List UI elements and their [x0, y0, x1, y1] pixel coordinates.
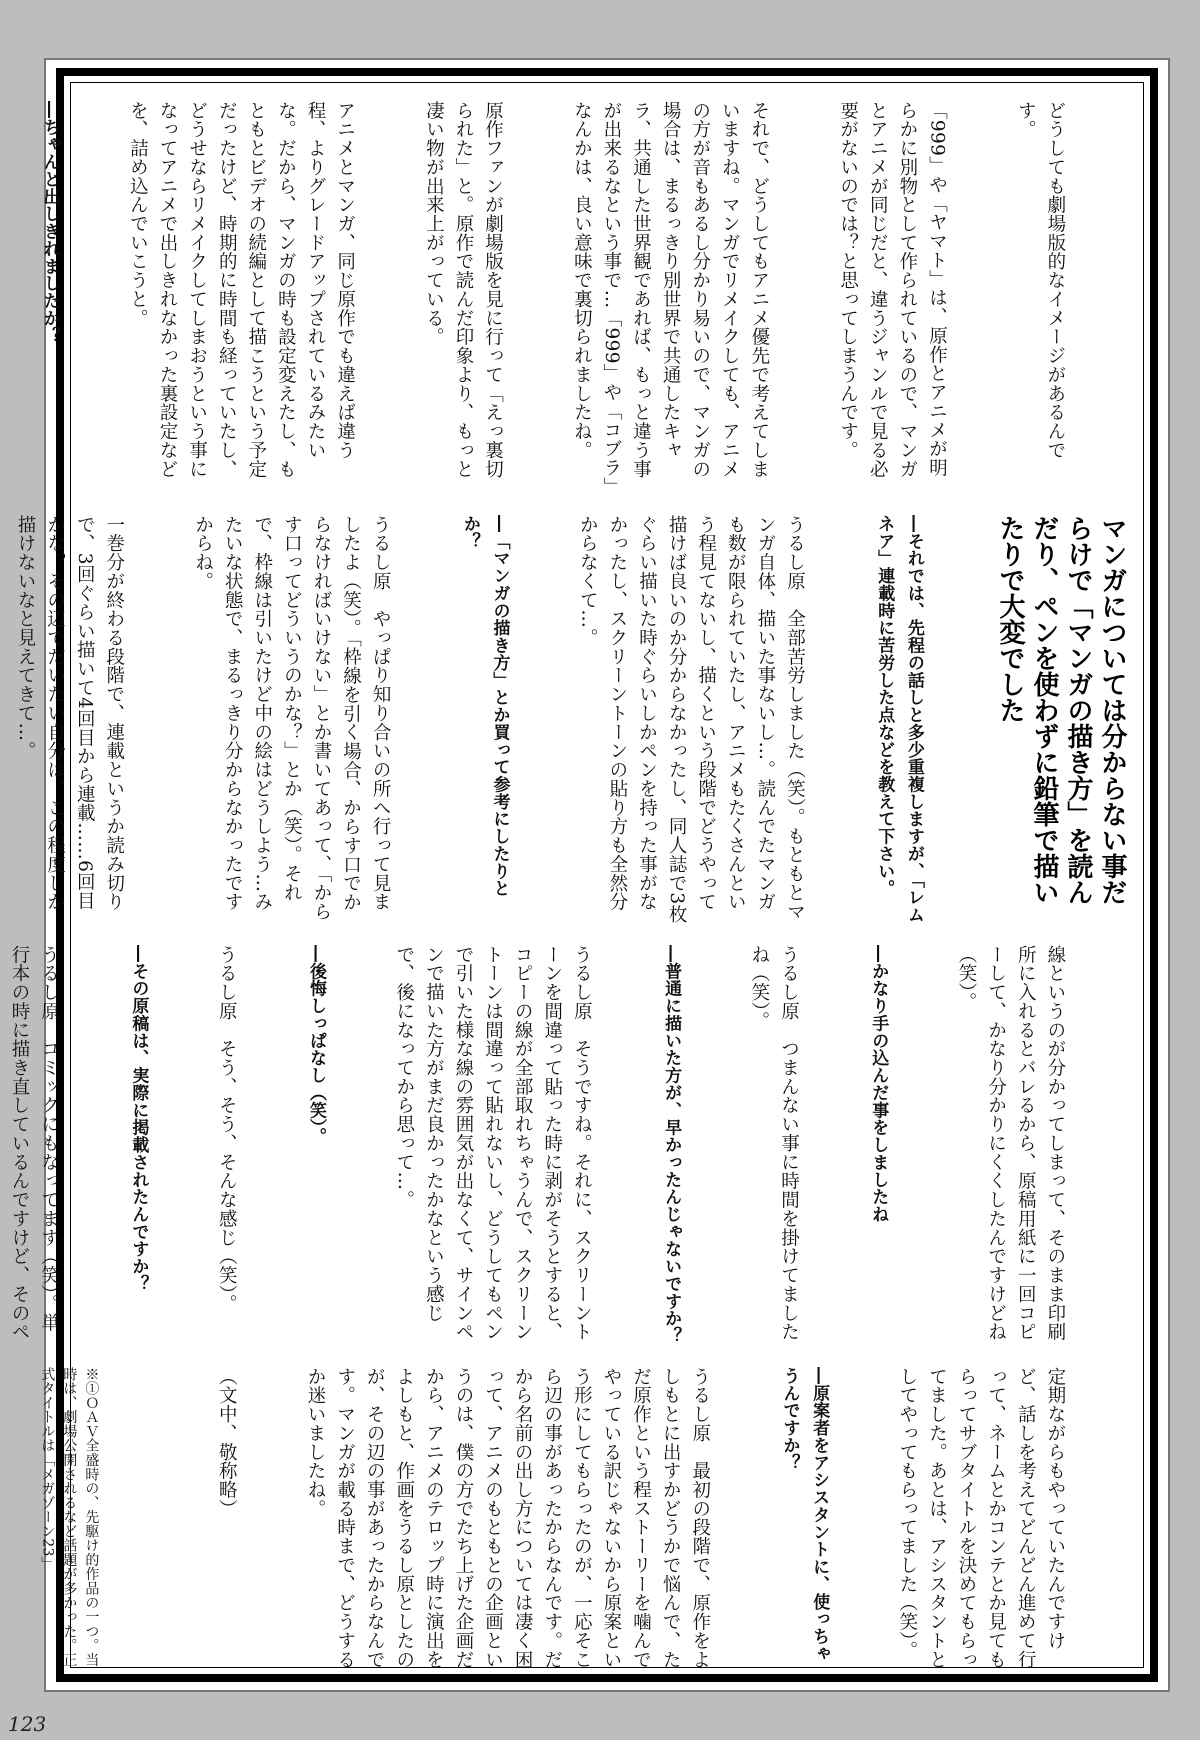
footnotes: [0, 1367, 146, 1673]
footnote: ※①ＯＡＶ全盛時の、先駆け的作品の一つ。当時は、劇場公開されるなど話題が多かった。正式タイトルは「メガゾーン23」: [39, 1367, 100, 1667]
paragraph: うるし原 全部苦労しました（笑）。もともとマンガ自体、描いた事ないし…。読んでたマンガも数が限られていたし、アニメもたくさんという程見てないし、描くという段階でどうやって描けば良いのか分からなかったし、同人誌で3枚ぐらい描いた時ぐらいしかペンを持った事がなかったし、スクリーントーンの貼り方も全然分からなくて…。: [577, 515, 806, 924]
interviewer-question: ―かなり手の込んだ事をしましたね: [868, 945, 889, 1223]
paragraph: うるし原 つまんない事に時間を掛けてましたね（笑）。: [748, 945, 800, 1342]
section-heading: マンガについては分からない事だらけで「マンガの描き方」を読んだり、ペンを使わずに鉛筆で描いたりで大変でした: [995, 515, 1127, 905]
paragraph: うるし原 そう、そう、そんな感じ（笑）。: [216, 945, 238, 1314]
author-note: （文中、敬称略）: [216, 1367, 238, 1518]
paragraph: 「999」や「ヤマト」は、原作とアニメが明らかに別物として作られているので、マンガとアニメが同じだと、違うジャンルで見る必要がないのでは？と思ってしまうんです。: [837, 101, 948, 479]
interview-column-3: [0, 945, 1129, 1349]
paragraph: どうしても劇場版的なイメージがあるんです。: [1015, 101, 1066, 460]
interviewer-question: ―「マンガの描き方」とか買って参考にしたりとか？: [459, 515, 510, 898]
paragraph: 線というのが分かってしまって、そのまま印刷所に入れるとバレるから、原稿用紙に一回コピーして、かなり分かりにくくしたんですけどね（笑）。: [956, 945, 1066, 1342]
interviewer-question: ―後悔しっぱなし（笑）。: [305, 945, 326, 1145]
paragraph: 定期ながらもやっていたんですけど、話しを考えてどんどん進めて行って、ネームとかコンテとか見てもらってサブタイトルを決めてもらってました。あとは、アシスタントとしてやってもらってました（笑）。: [896, 1367, 1066, 1669]
interviewer-question: ―普通に描いた方が、早かったんじゃないですか？: [661, 945, 682, 1345]
paragraph: うるし原 やっぱり知り合いの所へ行って見ましたよ（笑）。「枠線を引く場合、からす口でからなければいけない」とか書いてあって、「からす口ってどういうのかな？」とか（笑）。それで、枠線は引いたけど中の絵はどうしよう…みたいな状態で、まるっきり分からなかったですからね。: [192, 515, 392, 921]
interview-band-2: [15, 515, 1129, 925]
page-number: 123: [8, 1712, 47, 1736]
interview-band-4: [39, 1367, 1129, 1673]
paragraph: うるし原 コミックにもなってます（笑）。単行本の時に描き直しているんですけど、そのペ: [9, 945, 60, 1342]
paragraph: それで、どうしてもアニメ優先で考えてしまいますね。マンガでリメイクしても、アニメの方が音もあるし分かり易いので、マンガの場合は、まるっきり別世界で共通したキャラ、共通した世界観であれば、もっと違う事が出来るなという事で…「999」や「コブラ」なんかは、良い意味で裏切られましたね。: [571, 101, 770, 487]
page-border-frame: [9, 68, 1158, 1682]
paragraph: うるし原 そうですね。それに、スクリーントーンを間違って貼った時に剥がそうとすると、コピーの線が全部取れちゃうんで、スクリーントーンは間違って貼れないし、どうしてもペンで引いた様な線の雰囲気が出なくて、サインペンで描いた方がまだ良かったかなという感じで、後になってから思って…。: [393, 945, 593, 1342]
interview-column-2: [0, 515, 987, 925]
interview-band-3: [9, 945, 1129, 1349]
interviewer-question: ―ちゃんと出しきれましたか？: [39, 101, 60, 345]
paragraph: うるし原 最初の段階で、原作をよしもとに出すかどうかで悩んで、ただ原作という程ストーリーを噛んでやっている訳じゃないから原案という形にしてもらったのが、一応そこら辺の事があったからなんです。だから名前の出し方については凄く困って、アニメのもともとの企画というのは、僕の方でたち上げた企画だから、アニメのテロップ時に演出をよしもと、作画をうるし原としたのが、その辺の事があったからなんです。マンガが載る時まで、どうするか迷いましたね。: [304, 1367, 711, 1669]
interviewer-question: ―それでは、先程の話しと多少重複しますが、「レムネア」連載時に苦労した点などを教えて下さい。: [874, 515, 924, 924]
paragraph: 原作ファンが劇場版を見に行って「えっ裏切られた」と。原作で読んだ印象より、もっと凄い物が出来上がっている。: [423, 101, 504, 479]
interview-band-1: [39, 101, 1129, 493]
interviewer-question: ―その原稿は、実際に掲載されたんですか？: [128, 945, 149, 1293]
paragraph: 一巻分が終わる段階で、連載というか読み切りで、3回ぐらい描いて4回目から連載……6回目かな？その辺でだいたい自分は、この程度しか描けないなと見えてきて…。: [15, 515, 125, 912]
paragraph: アニメとマンガ、同じ原作でも違えば違う程、よりグレードアップされているみたいな。だから、マンガの時も設定変えたし、もともとビデオの続編として描こうという予定だったけど、時期的に時間も経っていたし、どうせならリメイクしてしまおうという事になってアニメで出しきれなかった裏設定などを、詰め込んでいこうと。: [127, 101, 356, 479]
interview-column-1: [0, 101, 1129, 493]
magazine-page: [9, 58, 1170, 1692]
interviewer-question: ―原案者をアシスタントに、使っちゃうんですか？: [779, 1367, 830, 1663]
interview-column-4: [152, 1367, 1129, 1673]
content-area: [9, 82, 1144, 1669]
